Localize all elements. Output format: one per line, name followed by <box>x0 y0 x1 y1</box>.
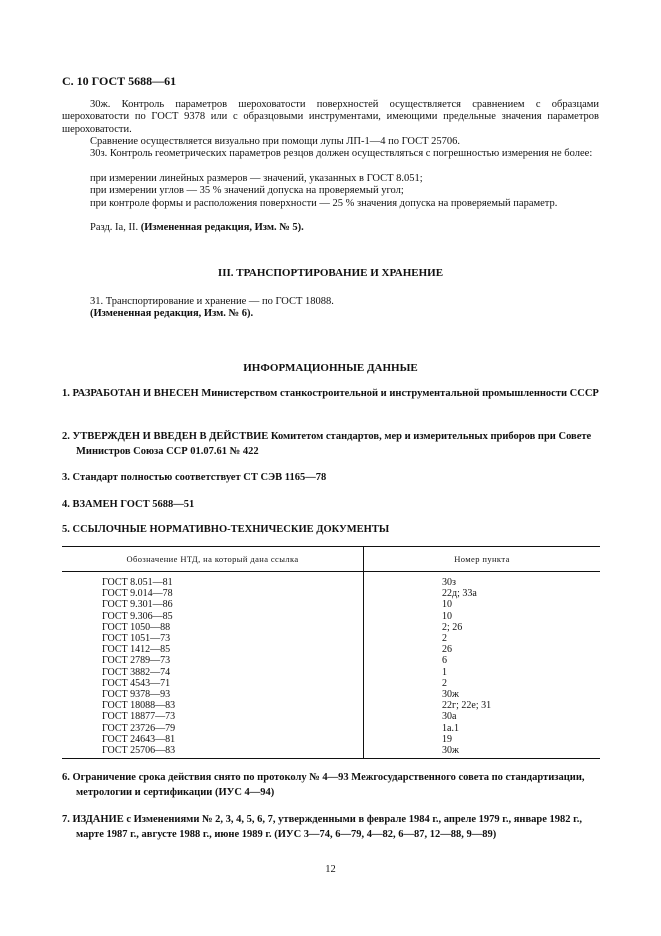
table-row <box>62 588 600 599</box>
doc-cell: ГОСТ 18877—73 <box>62 711 364 722</box>
table-row <box>62 689 600 700</box>
info-item-6-text: 6. Ограничение срока действия снято по протоколу № 4—93 Межгосударственного совета по стандартизации, метрологии и сертификации (ИУС 4—94) <box>62 772 585 798</box>
table-row <box>62 655 600 666</box>
table-row <box>62 723 600 734</box>
paragraph-angles: при измерении углов — 35 % значений допуска на проверяемый угол; <box>90 185 404 196</box>
clause-cell: 10 <box>442 599 452 611</box>
clause-cell: 22д; 33а <box>442 588 477 600</box>
doc-cell: ГОСТ 1412—85 <box>62 644 364 655</box>
page-number: 12 <box>325 864 336 875</box>
table-row <box>62 611 600 622</box>
clause-cell: 1а.1 <box>442 722 459 734</box>
paragraph-31-amendment: (Измененная редакция, Изм. № 6). <box>90 308 254 319</box>
info-item-3: 3. Стандарт полностью соответствует СТ СЭВ 1165—78 <box>62 472 327 483</box>
paragraph-30zh: 30ж. Контроль параметров шероховатости поверхностей осуществляется сравнением с образцами шероховатости по ГОСТ 9378 или с образцовыми инструментами, имеющими предельные значения параметров шероховатости. <box>62 99 599 135</box>
info-item-5: 5. ССЫЛОЧНЫЕ НОРМАТИВНО-ТЕХНИЧЕСКИЕ ДОКУМЕНТЫ <box>62 524 390 535</box>
section-reference: Разд. Ia, II. <box>90 222 139 233</box>
doc-cell: ГОСТ 18088—83 <box>62 700 364 711</box>
table-row <box>62 622 600 633</box>
doc-cell: ГОСТ 23726—79 <box>62 723 364 734</box>
clause-cell: 2; 26 <box>442 621 463 633</box>
clause-cell: 30ж <box>442 689 459 701</box>
doc-cell: ГОСТ 2789—73 <box>62 655 364 666</box>
clause-cell: 26 <box>442 644 452 656</box>
doc-cell: ГОСТ 24643—81 <box>62 734 364 745</box>
doc-cell: ГОСТ 9.301—86 <box>62 599 364 610</box>
table-row <box>62 644 600 655</box>
table-row <box>62 599 600 610</box>
doc-cell: ГОСТ 25706—83 <box>62 745 364 759</box>
paragraph-section-note <box>62 222 599 234</box>
info-item-2 <box>62 430 599 459</box>
table-header-row <box>62 547 600 572</box>
paragraph-form-position: при контроле формы и расположения поверхности — 25 % значения допуска на проверяемый параметр. <box>90 198 558 209</box>
reference-table <box>62 546 600 759</box>
doc-cell: ГОСТ 3882—74 <box>62 667 364 678</box>
clause-cell: 19 <box>442 733 452 745</box>
paragraph-31: 31. Транспортирование и хранение — по ГОСТ 18088. <box>90 296 334 307</box>
table-row <box>62 572 600 589</box>
clause-cell: 1 <box>442 666 447 678</box>
info-title: ИНФОРМАЦИОННЫЕ ДАННЫЕ <box>243 362 418 374</box>
doc-cell: ГОСТ 9.014—78 <box>62 588 364 599</box>
doc-cell: ГОСТ 8.051—81 <box>62 572 364 589</box>
doc-cell: ГОСТ 1050—88 <box>62 622 364 633</box>
page-header: С. 10 ГОСТ 5688—61 <box>62 74 177 88</box>
clause-cell: 2 <box>442 633 447 645</box>
info-item-6 <box>62 771 599 800</box>
table-row <box>62 711 600 722</box>
info-item-1 <box>62 387 599 402</box>
doc-cell: ГОСТ 4543—71 <box>62 678 364 689</box>
info-item-4: 4. ВЗАМЕН ГОСТ 5688—51 <box>62 499 195 510</box>
amendment-note: (Измененная редакция, Изм. № 5). <box>140 222 304 233</box>
clause-cell: 30з <box>442 577 456 588</box>
clause-cell: 30ж <box>364 745 601 759</box>
clause-cell: 2 <box>442 677 447 689</box>
clause-cell: 30а <box>442 711 457 723</box>
paragraph-30z: 30з. Контроль геометрических параметров резцов должен осуществляться с погрешностью измерения не более: <box>90 148 593 159</box>
table-row <box>62 734 600 745</box>
table-row <box>62 633 600 644</box>
column-header-document: Обозначение НТД, на который дана ссылка <box>62 547 364 572</box>
column-header-clause: Номер пункта <box>364 547 601 572</box>
clause-cell: 10 <box>442 610 452 622</box>
doc-cell: ГОСТ 9.306—85 <box>62 611 364 622</box>
table-row <box>62 667 600 678</box>
info-item-1-text: 1. РАЗРАБОТАН И ВНЕСЕН Министерством станкостроительной и инструментальной промышленности СССР <box>62 388 599 399</box>
paragraph-comparison: Сравнение осуществляется визуально при помощи лупы ЛП-1—4 по ГОСТ 25706. <box>90 136 461 147</box>
doc-cell: ГОСТ 1051—73 <box>62 633 364 644</box>
table-row <box>62 700 600 711</box>
clause-cell: 22г; 22е; 31 <box>442 700 492 712</box>
table-row <box>62 678 600 689</box>
section-3-title: III. ТРАНСПОРТИРОВАНИЕ И ХРАНЕНИЕ <box>217 267 444 279</box>
info-item-7-text: 7. ИЗДАНИЕ с Изменениями № 2, 3, 4, 5, 6, 7, утвержденными в феврале 1984 г., апреле 1979 г., январе 1982 г., марте 1987 г., августе 1988 г., июне 1989 г. (ИУС 3—74, 6—79, 4—82, 6—87, 12—88, 9—89) <box>62 814 582 840</box>
doc-cell: ГОСТ 9378—93 <box>62 689 364 700</box>
clause-cell: 6 <box>442 655 447 667</box>
paragraph-linear-sizes: при измерении линейных размеров — значений, указанных в ГОСТ 8.051; <box>90 173 423 184</box>
info-item-7 <box>62 813 599 842</box>
table-row <box>62 745 600 759</box>
info-item-2-text: 2. УТВЕРЖДЕН И ВВЕДЕН В ДЕЙСТВИЕ Комитетом стандартов, мер и измерительных приборов при Совете Министров Союза ССР 01.07.61 № 422 <box>62 431 592 457</box>
